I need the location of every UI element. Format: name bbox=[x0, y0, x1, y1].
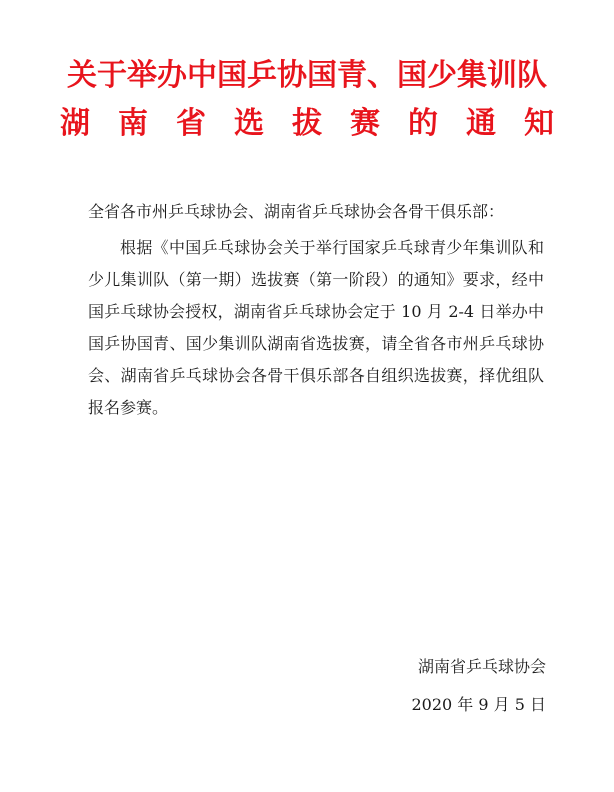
signature-date: 2020 年 9 月 5 日 bbox=[411, 695, 546, 714]
salutation: 全省各市州乒乓球协会、湖南省乒乓球协会各骨干俱乐部： bbox=[88, 202, 505, 221]
notice-body-paragraph: 根据《中国乒乓球协会关于举行国家乒乓球青少年集训队和少儿集训队（第一期）选拔赛（第一阶段）的通知》要求，经中国乒乓球协会授权，湖南省乒乓球协会定于 10 月 2-4 日举办中国乒协国青、国少集训队湖南省选拔赛，请全省各市州乒乓球协会、湖南省乒乓球协会各骨干俱乐部各自组织选拔赛，择优组队报名参赛。 bbox=[88, 238, 544, 417]
notice-title-line-1: 关于举办中国乒协国青、国少集训队 bbox=[67, 58, 547, 93]
notice-title-line-2: 湖南省选拔赛的通知 bbox=[60, 106, 554, 141]
signature-organization: 湖南省乒乓球协会 bbox=[417, 657, 546, 676]
signature-block bbox=[411, 648, 546, 724]
